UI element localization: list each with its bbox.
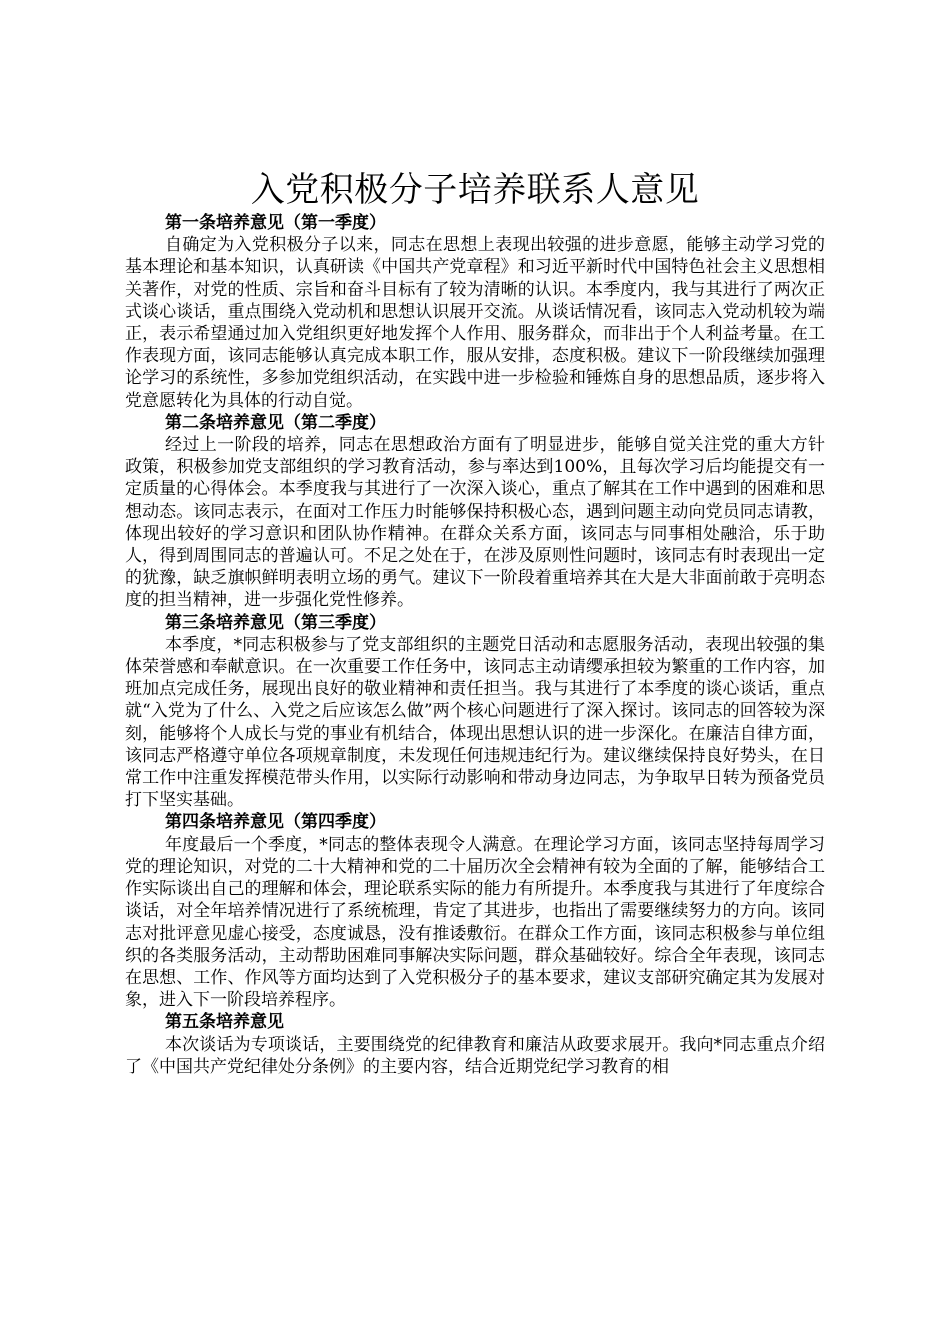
section-5 — [125, 1011, 825, 1078]
section-4 — [125, 811, 825, 1011]
section-body: 经过上一阶段的培养，同志在思想政治方面有了明显进步，能够自觉关注党的重大方针政策，积极参加党支部组织的学习教育活动，参与率达到100%，且每次学习后均能提交有一定质量的心得体会。本季度我与其进行了一次深入谈心，重点了解其在工作中遇到的困难和思想动态。该同志表示，在面对工作压力时能够保持积极心态，遇到问题主动向党员同志请教，体现出较好的学习意识和团队协作精神。在群众关系方面，该同志与同事相处融洽，乐于助人，得到周围同志的普遍认可。不足之处在于，在涉及原则性问题时，该同志有时表现出一定的犹豫，缺乏旗帜鲜明表明立场的勇气。建议下一阶段着重培养其在大是大非面前敢于亮明态度的担当精神，进一步强化党性修养。 — [125, 435, 825, 611]
section-heading: 第三条培养意见（第三季度） — [165, 612, 386, 633]
section-1 — [125, 212, 825, 412]
section-heading: 第四条培养意见（第四季度） — [165, 812, 386, 833]
section-body: 自确定为入党积极分子以来，同志在思想上表现出较强的进步意愿，能够主动学习党的基本理论和基本知识，认真研读《中国共产党章程》和习近平新时代中国特色社会主义思想相关著作，对党的性质、宗旨和奋斗目标有了较为清晰的认识。本季度内，我与其进行了两次正式谈心谈话，重点围绕入党动机和思想认识展开交流。从谈话情况看，该同志入党动机较为端正，表示希望通过加入党组织更好地发挥个人作用、服务群众，而非出于个人利益考量。在工作表现方面，该同志能够认真完成本职工作，服从安排，态度积极。建议下一阶段继续加强理论学习的系统性，多参加党组织活动，在实践中进一步检验和锤炼自身的思想品质，逐步将入党意愿转化为具体的行动自觉。 — [125, 235, 825, 411]
document-title: 入党积极分子培养联系人意见 — [250, 170, 700, 210]
section-2 — [125, 412, 825, 612]
section-body: 本次谈话为专项谈话，主要围绕党的纪律教育和廉洁从政要求展开。我向*同志重点介绍了《中国共产党纪律处分条例》的主要内容，结合近期党纪学习教育的相 — [125, 1034, 825, 1077]
section-heading: 第五条培养意见 — [165, 1012, 284, 1033]
section-3 — [125, 612, 825, 812]
section-heading: 第一条培养意见（第一季度） — [165, 213, 386, 233]
document-page — [125, 168, 825, 1078]
section-body: 年度最后一个季度，*同志的整体表现令人满意。在理论学习方面，该同志坚持每周学习党的理论知识，对党的二十大精神和党的二十届历次全会精神有较为全面的了解，能够结合工作实际谈出自己的理解和体会，理论联系实际的能力有所提升。本季度我与其进行了年度综合谈话，对全年培养情况进行了系统梳理，肯定了其进步，也指出了需要继续努力的方向。该同志对批评意见虚心接受，态度诚恳，没有推诿敷衍。在群众工作方面，该同志积极参与单位组织的各类服务活动，主动帮助困难同事解决实际问题，群众基础较好。综合全年表现，该同志在思想、工作、作风等方面均达到了入党积极分子的基本要求，建议支部研究确定其为发展对象，进入下一阶段培养程序。 — [125, 834, 825, 1011]
section-body: 本季度，*同志积极参与了党支部组织的主题党日活动和志愿服务活动，表现出较强的集体荣誉感和奉献意识。在一次重要工作任务中，该同志主动请缨承担较为繁重的工作内容，加班加点完成任务，展现出良好的敬业精神和责任担当。我与其进行了本季度的谈心谈话，重点就“入党为了什么、入党之后应该怎么做”两个核心问题进行了深入探讨。该同志的回答较为深刻，能够将个人成长与党的事业有机结合，体现出思想认识的进一步深化。在廉洁自律方面，该同志严格遵守单位各项规章制度，未发现任何违规违纪行为。建议继续保持良好势头，在日常工作中注重发挥模范带头作用，以实际行动影响和带动身边同志，为争取早日转为预备党员打下坚实基础。 — [125, 634, 825, 811]
section-heading: 第二条培养意见（第二季度） — [165, 412, 386, 433]
